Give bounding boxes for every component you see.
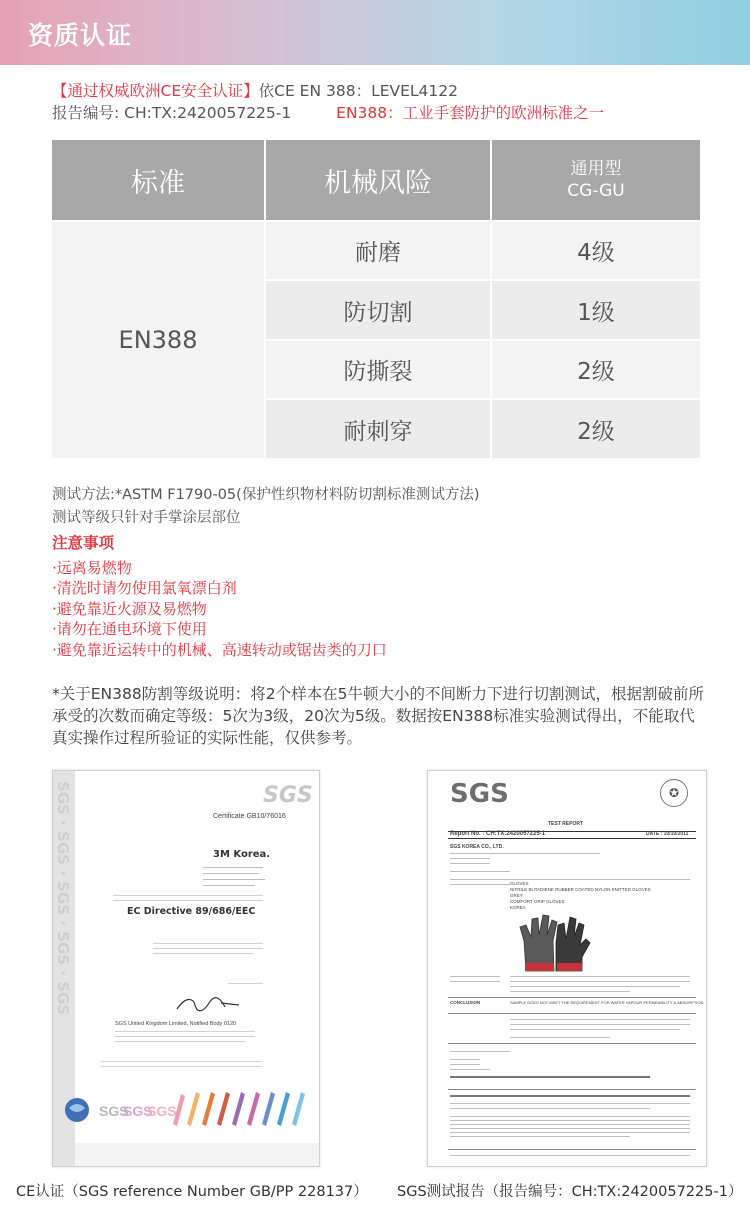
watermark-text: SGS · SGS · SGS · SGS · SGS	[54, 781, 72, 1016]
certificate-issuer: SGS United Kingdom Limited, Notified Body 0120	[115, 1021, 237, 1027]
cut-level-note: *关于EN388防割等级说明：将2个样本在5牛顿大小的不间断力下进行切割测试，根据割破前所承受的次数而确定等级：5次为3级，20次为5级。数据按EN388标准实验测试得出，不能取代真实操作过程所验证的实际性能，仅供参考。	[52, 685, 704, 747]
sgs-logo: SGS	[263, 783, 313, 808]
report-company: SGS KOREA CO., LTD.	[450, 844, 504, 850]
sgs-test-report-image	[427, 770, 707, 1167]
notice-item: ·避免靠近火源及易燃物	[52, 600, 207, 618]
sgs-report-logo: SGS	[450, 779, 509, 809]
sample-material: NITRILE BUTADIENE RUBBER COATED NYLON KNITTED GLOVES	[510, 887, 651, 892]
table-row-risk: 防撕裂	[266, 341, 490, 398]
notice-item: ·远离易燃物	[52, 559, 132, 577]
report-number: 报告编号: CH:TX:2420057225-1	[52, 104, 292, 122]
report-date: DATE : 10/10/2011	[646, 831, 689, 837]
sample-origin: KOREA	[510, 905, 526, 910]
sgs-footer-logo: SGS	[99, 1103, 129, 1119]
en388-description: EN388：工业手套防护的欧洲标准之一	[336, 104, 605, 122]
table-row-risk: 耐刺穿	[266, 400, 490, 458]
table-header-standard: 标准	[52, 140, 264, 220]
table-header-model	[492, 140, 700, 220]
standard-cell: EN388	[52, 222, 264, 458]
table-row-level: 2级	[492, 400, 700, 458]
table-row-level: 2级	[492, 341, 700, 398]
notice-item: ·避免靠近运转中的机械、高速转动或锯齿类的刀口	[52, 641, 387, 659]
table-row-risk: 耐磨	[266, 222, 490, 279]
certificate-footer	[75, 1143, 320, 1167]
notice-item: ·请勿在通电环境下使用	[52, 620, 207, 638]
conclusion-label: CONCLUSION	[450, 1000, 481, 1005]
sample-description: GLOVES	[510, 881, 529, 886]
model-code-label: CG-GU	[567, 181, 625, 201]
cert-highlight: 【通过权威欧洲CE安全认证】	[52, 82, 259, 100]
notice-item: ·清洗时请勿使用氯氧漂白剂	[52, 579, 237, 597]
certificate-number: Certificate GB10/76016	[213, 813, 286, 820]
table-row-level: 1级	[492, 281, 700, 339]
cert-level: 依CE EN 388：LEVEL4122	[258, 82, 458, 100]
test-method: 测试方法:*ASTM F1790-05(保护性织物材料防切割标准测试方法)	[52, 487, 480, 503]
certificate-directive: EC Directive 89/686/EEC	[127, 906, 256, 917]
sample-colour: GREY	[510, 893, 523, 898]
report-conclusion: SAMPLE DOES NOT MEET THE REQUIREMENT FOR WATER VAPOUR PERMEABILITY & ABSORPTION	[510, 1000, 704, 1005]
svg-text:SGS: SGS	[123, 1103, 153, 1119]
svg-text:SGS: SGS	[147, 1103, 177, 1119]
cert-line-2	[52, 101, 604, 123]
ce-certificate-image	[52, 770, 320, 1167]
cert-line-1	[52, 79, 458, 101]
sgs-footer-band	[63, 1084, 313, 1134]
signature-icon	[173, 993, 243, 1015]
ce-certificate-caption: CE认证（SGS reference Number GB/PP 228137）	[16, 1184, 368, 1200]
header-banner	[0, 0, 750, 65]
report-number-text: Report No. : CH:TX:2420057225-1	[450, 831, 546, 837]
model-type-label: 通用型	[570, 159, 622, 179]
accreditation-seal-icon: ✪	[660, 779, 688, 807]
notice-title: 注意事项	[52, 534, 115, 552]
report-title: TEST REPORT	[548, 821, 584, 827]
table-row-risk: 防切割	[266, 281, 490, 339]
standards-table	[52, 140, 700, 458]
glove-photo	[516, 911, 592, 973]
sgs-report-caption: SGS测试报告（报告编号：CH:TX:2420057225-1）	[397, 1184, 743, 1200]
certificate-company: 3M Korea.	[213, 849, 271, 860]
table-row-level: 4级	[492, 222, 700, 279]
test-scope: 测试等级只针对手掌涂层部位	[52, 510, 241, 526]
sample-style: COMFORT GRIP GLOVES	[510, 899, 565, 904]
header-title: 资质认证	[28, 21, 133, 50]
table-header-risk: 机械风险	[266, 140, 490, 220]
